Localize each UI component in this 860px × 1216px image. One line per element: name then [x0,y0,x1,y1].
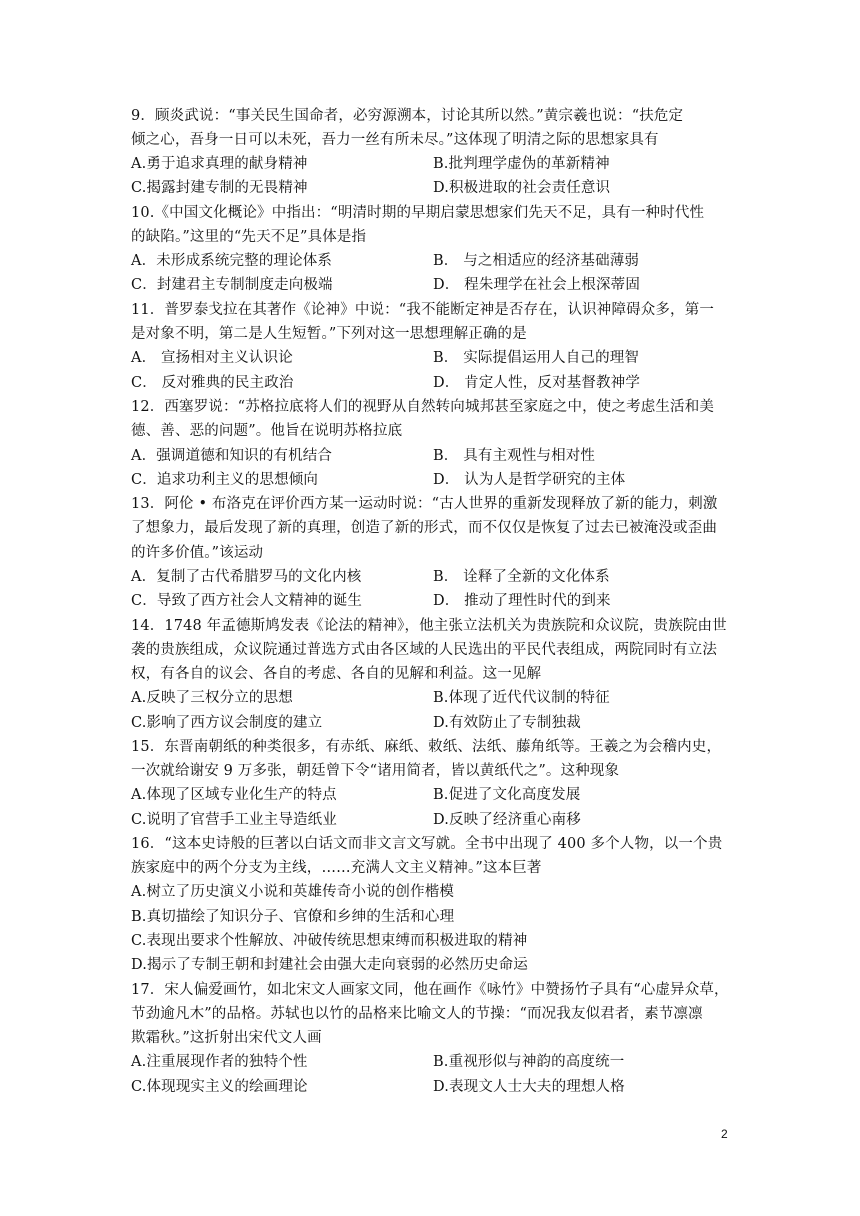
q10-option-b: B． 与之相适应的经济基础薄弱 [433,253,640,269]
q9-option-c: C.揭露封建专制的无畏精神 [131,180,308,196]
q13-stem-line-2: 了想象力，最后发现了新的真理，创造了新的形式，而不仅仅是恢复了过去已被淹没或歪曲 [131,520,717,536]
q15-option-b: B.促进了文化高度发展 [433,787,581,803]
q10-option-d: D． 程朱理学在社会上根深蒂固 [433,277,640,293]
q16-stem-line-1: 16．“这本史诗般的巨著以白话文而非文言文写就。全书中出现了 400 多个人物，以一个贵 [131,836,723,852]
q11-stem-line-1: 11．普罗泰戈拉在其著作《论神》中说：“我不能断定神是否存在，认识神障碍众多，第一 [131,302,715,318]
q17-stem-line-2: 节劲逾凡木”的品格。苏轼也以竹的品格来比喻文人的节操：“而况我友似君者，素节凛凛 [131,1006,703,1022]
q10-stem-line-1: 10.《中国文化概论》中指出：“明清时期的早期启蒙思想家们先天不足，具有一种时代性 [131,205,705,221]
q12-stem-line-2: 德、善、恶的问题”。他旨在说明苏格拉底 [131,423,403,439]
q13-options-row-2 [131,589,731,613]
q11-options-row-1 [131,346,731,370]
q9-options-row-1 [131,152,731,176]
q17-options-row-1 [131,1050,731,1074]
q13-option-a: A．复制了古代希腊罗马的文化内核 [131,569,362,585]
q13-option-c: C．导致了西方社会人文精神的诞生 [131,593,362,609]
q15-stem-line-2: 一次就给谢安 9 万多张，朝廷曾下令“诸用简者，皆以黄纸代之”。这种现象 [131,763,620,779]
q16-option-c: C.表现出要求个性解放、冲破传统思想束缚而积极进取的精神 [131,933,528,949]
q16-stem-line-2: 族家庭中的两个分支为主线，……充满人文主义精神。”这本巨著 [131,860,542,876]
q14-options-row-1 [131,686,731,710]
q12-stem-line-1: 12．西塞罗说：“苏格拉底将人们的视野从自然转向城邦甚至家庭之中，使之考虑生活和美 [131,399,715,415]
q11-option-c: C． 反对雅典的民主政治 [131,375,294,391]
q9-option-b: B.批判理学虚伪的革新精神 [433,156,610,172]
q9-option-a: A.勇于追求真理的献身精神 [131,156,308,172]
q13-option-d: D． 推动了理性时代的到来 [433,593,611,609]
q14-option-c: C.影响了西方议会制度的建立 [131,715,323,731]
q15-options-row-2 [131,808,731,832]
q14-option-b: B.体现了近代代议制的特征 [433,690,610,706]
q13-options-row-1 [131,565,731,589]
q11-option-b: B． 实际提倡运用人自己的理智 [433,350,640,366]
q17-options-row-2 [131,1075,731,1099]
q10-option-c: C．封建君主专制制度走向极端 [131,277,333,293]
q14-stem-line-3: 权，有各自的议会、各自的考虑、各自的见解和利益。这一见解 [131,666,542,682]
q13-stem-line-1: 13．阿伦 • 布洛克在评价西方某一运动时说：“古人世界的重新发现释放了新的能力，刺激 [131,496,718,512]
q9-option-d: D.积极进取的社会责任意识 [433,180,611,196]
q17-stem-line-3: 欺霜秋。”这折射出宋代文人画 [131,1030,322,1046]
q9-stem-line-2: 倾之心，吾身一日可以未死，吾力一丝有所未尽。”这体现了明清之际的思想家具有 [131,132,659,148]
page-number: 2 [721,1127,728,1141]
q14-stem-line-1: 14．1748 年孟德斯鸠发表《论法的精神》，他主张立法机关为贵族院和众议院，贵族院由世 [131,618,727,634]
q13-option-b: B． 诠释了全新的文化体系 [433,569,610,585]
q15-options-row-1 [131,783,731,807]
q10-options-row-2 [131,273,731,297]
q12-options-row-1 [131,444,731,468]
q17-option-b: B.重视形似与神韵的高度统一 [433,1054,625,1070]
q11-option-a: A． 宣扬相对主义认识论 [131,350,293,366]
q15-option-d: D.反映了经济重心南移 [433,812,581,828]
q15-option-c: C.说明了官营手工业主导造纸业 [131,812,337,828]
q12-option-d: D． 认为人是哲学研究的主体 [433,472,626,488]
q11-stem-line-2: 是对象不明，第二是人生短暂。”下列对这一思想理解正确的是 [131,326,527,342]
q12-option-a: A．强调道德和知识的有机结合 [131,448,333,464]
q12-option-b: B． 具有主观性与相对性 [433,448,596,464]
q10-option-a: A．未形成系统完整的理论体系 [131,253,333,269]
q14-option-d: D.有效防止了专制独裁 [433,715,581,731]
q14-options-row-2 [131,711,731,735]
q11-options-row-2 [131,371,731,395]
q12-options-row-2 [131,468,731,492]
q10-stem-line-2: 的缺陷。”这里的“先天不足”具体是指 [131,229,367,245]
q9-options-row-2 [131,176,731,200]
q13-stem-line-3: 的许多价值。”该运动 [131,545,264,561]
q15-option-a: A.体现了区域专业化生产的特点 [131,787,337,803]
q16-option-b: B.真切描绘了知识分子、官僚和乡绅的生活和心理 [131,909,455,925]
q17-option-d: D.表现文人士大夫的理想人格 [433,1079,625,1095]
q14-stem-line-2: 袭的贵族组成，众议院通过普选方式由各区域的人民选出的平民代表组成，两院同时有立法 [131,642,717,658]
q10-options-row-1 [131,249,731,273]
q16-option-a: A.树立了历史演义小说和英雄传奇小说的创作楷模 [131,884,455,900]
q16-option-d: D.揭示了专制王朝和封建社会由强大走向衰弱的必然历史命运 [131,957,528,973]
q9-stem-line-1: 9．顾炎武说：“事关民生国命者，必穷源溯本，讨论其所以然。”黄宗羲也说：“扶危定 [131,108,684,124]
q15-stem-line-1: 15．东晋南朝纸的种类很多，有赤纸、麻纸、敕纸、法纸、藤角纸等。王羲之为会稽内史， [131,739,722,755]
q17-option-a: A.注重展现作者的独特个性 [131,1054,308,1070]
q12-option-c: C．追求功利主义的思想倾向 [131,472,319,488]
q17-option-c: C.体现现实主义的绘画理论 [131,1079,308,1095]
q17-stem-line-1: 17．宋人偏爱画竹，如北宋文人画家文同，他在画作《咏竹》中赞扬竹子具有“心虚异众草， [131,982,729,998]
q14-option-a: A.反映了三权分立的思想 [131,690,293,706]
q11-option-d: D． 肯定人性，反对基督教神学 [433,375,640,391]
